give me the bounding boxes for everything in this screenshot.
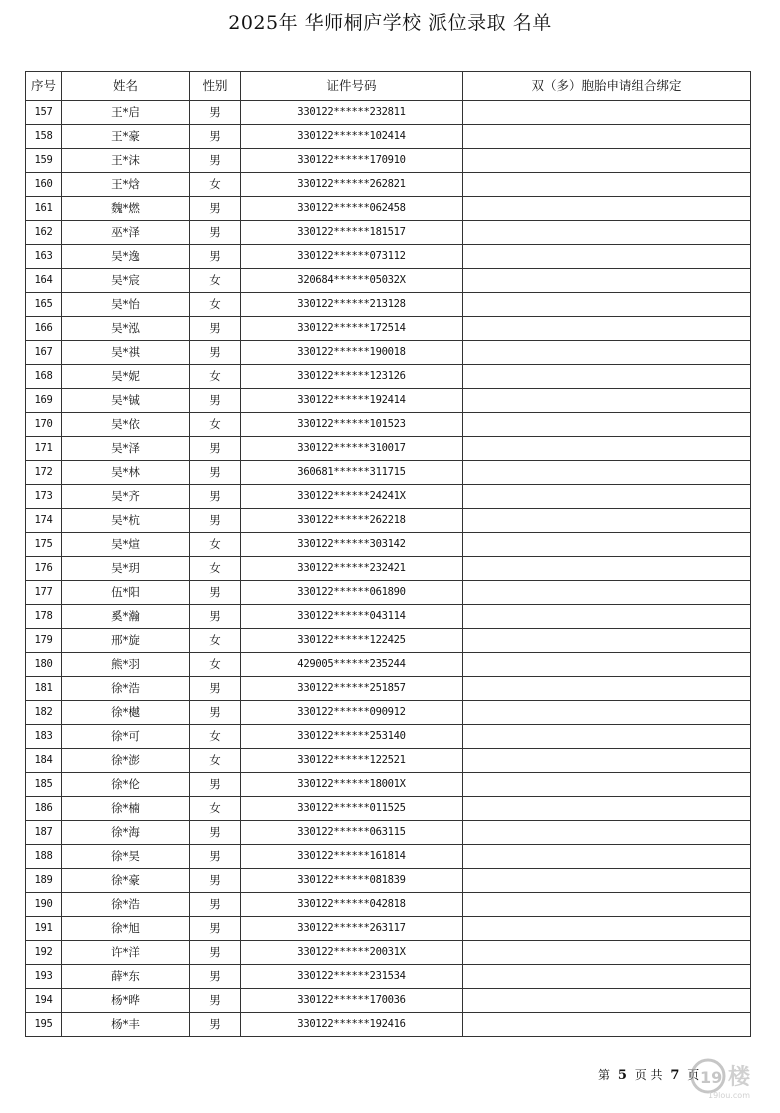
cell-gender: 男 xyxy=(190,437,241,461)
cell-twin-binding xyxy=(463,389,751,413)
cell-gender: 男 xyxy=(190,773,241,797)
cell-gender: 女 xyxy=(190,413,241,437)
cell-twin-binding xyxy=(463,821,751,845)
table-row xyxy=(26,701,751,725)
table-row xyxy=(26,1013,751,1037)
cell-name: 徐*海 xyxy=(62,821,190,845)
cell-id-number: 330122******073112 xyxy=(241,245,463,269)
table-row xyxy=(26,653,751,677)
cell-twin-binding xyxy=(463,917,751,941)
cell-index: 191 xyxy=(26,917,62,941)
admission-roster-table xyxy=(25,71,751,1037)
cell-twin-binding xyxy=(463,293,751,317)
cell-name: 徐*旭 xyxy=(62,917,190,941)
svg-text:19: 19 xyxy=(700,1068,723,1087)
cell-name: 吴*祺 xyxy=(62,341,190,365)
cell-gender: 男 xyxy=(190,677,241,701)
cell-name: 魏*燃 xyxy=(62,197,190,221)
cell-index: 181 xyxy=(26,677,62,701)
cell-index: 174 xyxy=(26,509,62,533)
cell-id-number: 330122******232811 xyxy=(241,101,463,125)
cell-index: 166 xyxy=(26,317,62,341)
cell-twin-binding xyxy=(463,965,751,989)
cell-name: 徐*昊 xyxy=(62,845,190,869)
cell-name: 吴*宸 xyxy=(62,269,190,293)
cell-twin-binding xyxy=(463,317,751,341)
cell-gender: 男 xyxy=(190,917,241,941)
cell-id-number: 330122******263117 xyxy=(241,917,463,941)
cell-name: 王*豪 xyxy=(62,125,190,149)
cell-twin-binding xyxy=(463,413,751,437)
cell-index: 162 xyxy=(26,221,62,245)
cell-index: 182 xyxy=(26,701,62,725)
cell-twin-binding xyxy=(463,365,751,389)
table-row xyxy=(26,677,751,701)
cell-gender: 男 xyxy=(190,821,241,845)
cell-name: 吴*铖 xyxy=(62,389,190,413)
cell-gender: 男 xyxy=(190,197,241,221)
cell-id-number: 429005******235244 xyxy=(241,653,463,677)
cell-gender: 女 xyxy=(190,173,241,197)
cell-gender: 男 xyxy=(190,485,241,509)
cell-index: 169 xyxy=(26,389,62,413)
cell-name: 杨*晔 xyxy=(62,989,190,1013)
cell-index: 161 xyxy=(26,197,62,221)
cell-twin-binding xyxy=(463,461,751,485)
cell-index: 193 xyxy=(26,965,62,989)
cell-name: 王*沫 xyxy=(62,149,190,173)
cell-index: 159 xyxy=(26,149,62,173)
cell-gender: 男 xyxy=(190,893,241,917)
cell-index: 172 xyxy=(26,461,62,485)
cell-gender: 男 xyxy=(190,125,241,149)
cell-twin-binding xyxy=(463,893,751,917)
cell-index: 168 xyxy=(26,365,62,389)
cell-name: 吴*泽 xyxy=(62,437,190,461)
cell-name: 熊*羽 xyxy=(62,653,190,677)
table-row xyxy=(26,917,751,941)
cell-gender: 男 xyxy=(190,509,241,533)
cell-gender: 男 xyxy=(190,341,241,365)
cell-index: 178 xyxy=(26,605,62,629)
cell-index: 187 xyxy=(26,821,62,845)
table-row xyxy=(26,221,751,245)
cell-name: 吴*依 xyxy=(62,413,190,437)
table-row xyxy=(26,869,751,893)
cell-twin-binding xyxy=(463,941,751,965)
cell-name: 吴*林 xyxy=(62,461,190,485)
cell-index: 190 xyxy=(26,893,62,917)
table-body xyxy=(26,101,751,1037)
cell-index: 185 xyxy=(26,773,62,797)
table-header-row xyxy=(26,72,751,101)
cell-gender: 男 xyxy=(190,965,241,989)
cell-index: 175 xyxy=(26,533,62,557)
cell-index: 184 xyxy=(26,749,62,773)
cell-id-number: 330122******123126 xyxy=(241,365,463,389)
cell-gender: 男 xyxy=(190,701,241,725)
cell-index: 163 xyxy=(26,245,62,269)
cell-id-number: 330122******101523 xyxy=(241,413,463,437)
cell-name: 徐*浩 xyxy=(62,893,190,917)
cell-name: 吴*逸 xyxy=(62,245,190,269)
cell-id-number: 330122******251857 xyxy=(241,677,463,701)
cell-id-number: 330122******172514 xyxy=(241,317,463,341)
column-header-index: 序号 xyxy=(26,72,62,101)
cell-id-number: 330122******190018 xyxy=(241,341,463,365)
cell-gender: 男 xyxy=(190,221,241,245)
cell-index: 194 xyxy=(26,989,62,1013)
cell-name: 徐*澎 xyxy=(62,749,190,773)
table-row xyxy=(26,101,751,125)
table-row xyxy=(26,557,751,581)
footer-middle: 页 共 xyxy=(634,1068,663,1082)
cell-twin-binding xyxy=(463,773,751,797)
footer-prefix: 第 xyxy=(598,1068,611,1082)
cell-id-number: 330122******24241X xyxy=(241,485,463,509)
cell-gender: 女 xyxy=(190,557,241,581)
table-row xyxy=(26,269,751,293)
cell-name: 吴*齐 xyxy=(62,485,190,509)
cell-name: 徐*楠 xyxy=(62,797,190,821)
cell-gender: 男 xyxy=(190,101,241,125)
cell-twin-binding xyxy=(463,581,751,605)
cell-index: 164 xyxy=(26,269,62,293)
cell-twin-binding xyxy=(463,245,751,269)
cell-name: 吴*怡 xyxy=(62,293,190,317)
cell-twin-binding xyxy=(463,557,751,581)
cell-twin-binding xyxy=(463,653,751,677)
cell-gender: 女 xyxy=(190,653,241,677)
cell-index: 167 xyxy=(26,341,62,365)
cell-twin-binding xyxy=(463,173,751,197)
cell-id-number: 330122******042818 xyxy=(241,893,463,917)
cell-id-number: 330122******090912 xyxy=(241,701,463,725)
cell-twin-binding xyxy=(463,1013,751,1037)
table-row xyxy=(26,149,751,173)
table-row xyxy=(26,125,751,149)
cell-name: 王*焓 xyxy=(62,173,190,197)
table-row xyxy=(26,725,751,749)
cell-twin-binding xyxy=(463,701,751,725)
table-row xyxy=(26,749,751,773)
cell-name: 徐*豪 xyxy=(62,869,190,893)
cell-twin-binding xyxy=(463,101,751,125)
cell-id-number: 330122******063115 xyxy=(241,821,463,845)
cell-name: 吴*杭 xyxy=(62,509,190,533)
cell-gender: 女 xyxy=(190,629,241,653)
cell-gender: 男 xyxy=(190,461,241,485)
cell-name: 薛*东 xyxy=(62,965,190,989)
table-row xyxy=(26,845,751,869)
cell-name: 杨*丰 xyxy=(62,1013,190,1037)
table-row xyxy=(26,893,751,917)
cell-id-number: 330122******192414 xyxy=(241,389,463,413)
cell-index: 165 xyxy=(26,293,62,317)
cell-name: 许*洋 xyxy=(62,941,190,965)
cell-name: 奚*瀚 xyxy=(62,605,190,629)
cell-gender: 男 xyxy=(190,605,241,629)
table-row xyxy=(26,581,751,605)
cell-name: 邢*旋 xyxy=(62,629,190,653)
cell-id-number: 320684******05032X xyxy=(241,269,463,293)
table-row xyxy=(26,773,751,797)
site-watermark-logo xyxy=(688,1056,772,1100)
cell-index: 160 xyxy=(26,173,62,197)
cell-name: 伍*阳 xyxy=(62,581,190,605)
cell-gender: 男 xyxy=(190,869,241,893)
cell-twin-binding xyxy=(463,797,751,821)
cell-gender: 女 xyxy=(190,269,241,293)
cell-id-number: 330122******170036 xyxy=(241,989,463,1013)
cell-gender: 男 xyxy=(190,941,241,965)
cell-twin-binding xyxy=(463,221,751,245)
cell-gender: 女 xyxy=(190,533,241,557)
cell-gender: 女 xyxy=(190,365,241,389)
cell-twin-binding xyxy=(463,725,751,749)
cell-index: 173 xyxy=(26,485,62,509)
cell-name: 徐*浩 xyxy=(62,677,190,701)
cell-gender: 男 xyxy=(190,845,241,869)
table-row xyxy=(26,173,751,197)
cell-id-number: 330122******161814 xyxy=(241,845,463,869)
cell-id-number: 360681******311715 xyxy=(241,461,463,485)
table-row xyxy=(26,317,751,341)
table-row xyxy=(26,341,751,365)
cell-id-number: 330122******062458 xyxy=(241,197,463,221)
cell-twin-binding xyxy=(463,125,751,149)
cell-index: 188 xyxy=(26,845,62,869)
cell-twin-binding xyxy=(463,509,751,533)
cell-id-number: 330122******181517 xyxy=(241,221,463,245)
cell-index: 192 xyxy=(26,941,62,965)
table-row xyxy=(26,797,751,821)
table-row xyxy=(26,293,751,317)
cell-twin-binding xyxy=(463,629,751,653)
cell-id-number: 330122******192416 xyxy=(241,1013,463,1037)
total-page-number: 7 xyxy=(670,1068,680,1083)
cell-id-number: 330122******20031X xyxy=(241,941,463,965)
current-page-number: 5 xyxy=(617,1068,627,1083)
cell-twin-binding xyxy=(463,989,751,1013)
column-header-id-number: 证件号码 xyxy=(241,72,463,101)
cell-index: 183 xyxy=(26,725,62,749)
cell-twin-binding xyxy=(463,749,751,773)
table-row xyxy=(26,533,751,557)
cell-twin-binding xyxy=(463,677,751,701)
table-row xyxy=(26,389,751,413)
table-row xyxy=(26,365,751,389)
cell-index: 180 xyxy=(26,653,62,677)
cell-id-number: 330122******213128 xyxy=(241,293,463,317)
cell-twin-binding xyxy=(463,341,751,365)
table-row xyxy=(26,965,751,989)
cell-gender: 男 xyxy=(190,389,241,413)
cell-gender: 女 xyxy=(190,725,241,749)
column-header-twin-binding: 双（多）胞胎申请组合绑定 xyxy=(463,72,751,101)
cell-id-number: 330122******303142 xyxy=(241,533,463,557)
cell-index: 179 xyxy=(26,629,62,653)
cell-twin-binding xyxy=(463,869,751,893)
table-row xyxy=(26,485,751,509)
page-footer xyxy=(598,1066,699,1083)
cell-twin-binding xyxy=(463,197,751,221)
cell-id-number: 330122******102414 xyxy=(241,125,463,149)
cell-id-number: 330122******043114 xyxy=(241,605,463,629)
cell-name: 吴*煊 xyxy=(62,533,190,557)
cell-name: 吴*泓 xyxy=(62,317,190,341)
cell-index: 195 xyxy=(26,1013,62,1037)
cell-twin-binding xyxy=(463,533,751,557)
cell-id-number: 330122******061890 xyxy=(241,581,463,605)
cell-id-number: 330122******262218 xyxy=(241,509,463,533)
cell-index: 171 xyxy=(26,437,62,461)
cell-twin-binding xyxy=(463,605,751,629)
cell-name: 吴*妮 xyxy=(62,365,190,389)
cell-name: 徐*樾 xyxy=(62,701,190,725)
cell-index: 186 xyxy=(26,797,62,821)
cell-name: 吴*玥 xyxy=(62,557,190,581)
cell-name: 徐*可 xyxy=(62,725,190,749)
cell-gender: 男 xyxy=(190,245,241,269)
column-header-name: 姓名 xyxy=(62,72,190,101)
cell-twin-binding xyxy=(463,845,751,869)
cell-gender: 女 xyxy=(190,293,241,317)
cell-index: 177 xyxy=(26,581,62,605)
column-header-gender: 性别 xyxy=(190,72,241,101)
table-row xyxy=(26,413,751,437)
cell-id-number: 330122******310017 xyxy=(241,437,463,461)
footer-suffix: 页 xyxy=(687,1068,700,1082)
cell-id-number: 330122******253140 xyxy=(241,725,463,749)
cell-twin-binding xyxy=(463,437,751,461)
page-title: 2025年 华师桐庐学校 派位录取 名单 xyxy=(228,12,552,34)
cell-id-number: 330122******170910 xyxy=(241,149,463,173)
cell-id-number: 330122******262821 xyxy=(241,173,463,197)
cell-id-number: 330122******232421 xyxy=(241,557,463,581)
cell-id-number: 330122******011525 xyxy=(241,797,463,821)
cell-gender: 男 xyxy=(190,989,241,1013)
table-row xyxy=(26,245,751,269)
cell-id-number: 330122******122521 xyxy=(241,749,463,773)
cell-gender: 男 xyxy=(190,149,241,173)
cell-name: 徐*伦 xyxy=(62,773,190,797)
cell-index: 170 xyxy=(26,413,62,437)
svg-text:19lou.com: 19lou.com xyxy=(708,1091,750,1100)
cell-name: 王*启 xyxy=(62,101,190,125)
cell-index: 157 xyxy=(26,101,62,125)
table-row xyxy=(26,197,751,221)
table-row xyxy=(26,509,751,533)
table-row xyxy=(26,941,751,965)
cell-id-number: 330122******18001X xyxy=(241,773,463,797)
cell-index: 189 xyxy=(26,869,62,893)
table-row xyxy=(26,437,751,461)
cell-gender: 女 xyxy=(190,749,241,773)
table-row xyxy=(26,605,751,629)
cell-twin-binding xyxy=(463,485,751,509)
cell-index: 176 xyxy=(26,557,62,581)
cell-twin-binding xyxy=(463,269,751,293)
cell-id-number: 330122******081839 xyxy=(241,869,463,893)
table-row xyxy=(26,821,751,845)
cell-gender: 男 xyxy=(190,317,241,341)
cell-gender: 女 xyxy=(190,797,241,821)
cell-gender: 男 xyxy=(190,581,241,605)
cell-id-number: 330122******231534 xyxy=(241,965,463,989)
table-row xyxy=(26,461,751,485)
svg-text:楼: 楼 xyxy=(728,1065,751,1090)
cell-name: 巫*泽 xyxy=(62,221,190,245)
table-row xyxy=(26,989,751,1013)
cell-id-number: 330122******122425 xyxy=(241,629,463,653)
cell-gender: 男 xyxy=(190,1013,241,1037)
table-row xyxy=(26,629,751,653)
cell-twin-binding xyxy=(463,149,751,173)
cell-index: 158 xyxy=(26,125,62,149)
